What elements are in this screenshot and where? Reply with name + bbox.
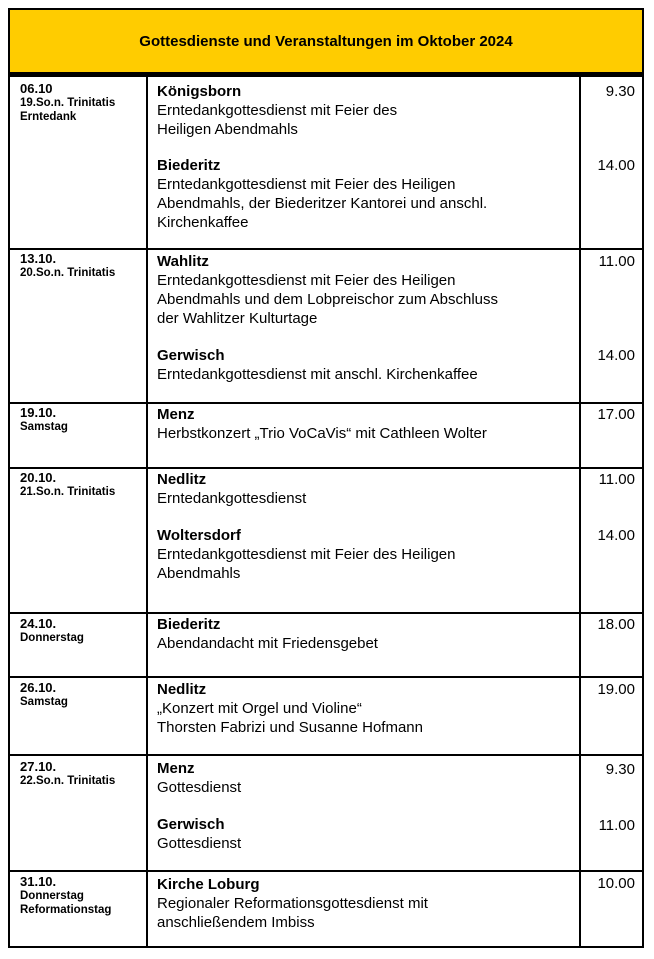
- event-time: 14.00: [597, 347, 635, 364]
- event-time: 11.00: [598, 817, 635, 834]
- event-time: 9.30: [605, 83, 635, 100]
- date: 19.10.: [20, 405, 57, 420]
- event: [157, 346, 572, 384]
- date-cell: [20, 471, 146, 499]
- event-description: „Konzert mit Orgel und Violine“ Thorsten Fabrizi und Susanne Hofmann: [157, 700, 423, 736]
- event: [157, 815, 572, 853]
- event: [157, 615, 572, 653]
- event-time: 11.00: [598, 253, 635, 270]
- event-place: Gerwisch: [157, 816, 225, 833]
- event: [157, 405, 572, 443]
- event-place: Menz: [157, 406, 195, 423]
- event-time: 14.00: [597, 157, 635, 174]
- date-cell: [20, 406, 146, 434]
- date: 26.10.: [20, 680, 57, 695]
- event: [157, 759, 572, 797]
- page-title: Gottesdienste und Veranstaltungen im Oktober 2024: [8, 8, 644, 74]
- event-description: Herbstkonzert „Trio VoCaVis“ mit Cathleen Wolter: [157, 425, 487, 442]
- date-note: Reformationstag: [20, 904, 112, 916]
- date: 20.10.: [20, 470, 57, 485]
- date: 13.10.: [20, 251, 57, 266]
- event: [157, 680, 572, 737]
- event-time: 11.00: [598, 471, 635, 488]
- row-divider: [10, 870, 642, 872]
- event-place: Gerwisch: [157, 347, 225, 364]
- schedule-table: [8, 74, 644, 948]
- event-place: Kirche Loburg: [157, 876, 260, 893]
- date-cell: [20, 252, 146, 280]
- event-place: Königsborn: [157, 83, 242, 100]
- event-place: Biederitz: [157, 616, 221, 633]
- date-cell: [20, 681, 146, 709]
- event-place: Menz: [157, 760, 195, 777]
- date: 24.10.: [20, 616, 57, 631]
- date-note: 20.So.n. Trinitatis: [20, 267, 116, 279]
- event-place: Biederitz: [157, 157, 221, 174]
- event-description: Regionaler Reformationsgottesdienst mit anschließendem Imbiss: [157, 895, 428, 931]
- event-time: 17.00: [597, 406, 635, 423]
- event-description: Erntedankgottesdienst mit anschl. Kirchenkaffee: [157, 366, 478, 383]
- event-description: Gottesdienst: [157, 835, 242, 852]
- event-description: Erntedankgottesdienst mit Feier des Heiligen Abendmahls, der Biederitzer Kantorei und anschl. Kirchenkaffee: [157, 176, 488, 231]
- event-place: Nedlitz: [157, 681, 207, 698]
- event: [157, 156, 572, 232]
- event: [157, 875, 572, 932]
- row-divider: [10, 612, 642, 614]
- event-time: 10.00: [597, 875, 635, 892]
- row-divider: [10, 676, 642, 678]
- date-note: Samstag: [20, 421, 68, 433]
- event-description: Abendandacht mit Friedensgebet: [157, 635, 378, 652]
- date-note: 21.So.n. Trinitatis: [20, 486, 116, 498]
- column-divider: [146, 77, 148, 946]
- event-time: 19.00: [597, 681, 635, 698]
- event-time: 14.00: [597, 527, 635, 544]
- row-divider: [10, 402, 642, 404]
- date-cell: [20, 82, 146, 124]
- event: [157, 526, 572, 583]
- date-cell: [20, 875, 146, 917]
- event-time: 18.00: [597, 616, 635, 633]
- event: [157, 252, 572, 328]
- event-description: Gottesdienst: [157, 779, 242, 796]
- date: 31.10.: [20, 874, 57, 889]
- event-time: 9.30: [605, 761, 635, 778]
- date-note: 19.So.n. Trinitatis: [20, 97, 116, 109]
- event-description: Erntedankgottesdienst: [157, 490, 307, 507]
- date-note: Donnerstag: [20, 890, 84, 902]
- date: 06.10: [20, 81, 53, 96]
- date-cell: [20, 760, 146, 788]
- date-note: Erntedank: [20, 111, 77, 123]
- event: [157, 470, 572, 508]
- date-cell: [20, 617, 146, 645]
- date-note: Samstag: [20, 696, 68, 708]
- event-description: Erntedankgottesdienst mit Feier des Heiligen Abendmahls: [157, 546, 456, 582]
- row-divider: [10, 467, 642, 469]
- event-place: Woltersdorf: [157, 527, 241, 544]
- event-place: Nedlitz: [157, 471, 207, 488]
- row-divider: [10, 754, 642, 756]
- event: [157, 82, 572, 139]
- date-note: Donnerstag: [20, 632, 84, 644]
- event-place: Wahlitz: [157, 253, 209, 270]
- date-note: 22.So.n. Trinitatis: [20, 775, 116, 787]
- event-description: Erntedankgottesdienst mit Feier des Heiligen Abendmahls und dem Lobpreischor zum Abschluss der Wahlitzer Kulturtage: [157, 272, 499, 327]
- event-description: Erntedankgottesdienst mit Feier des Heiligen Abendmahls: [157, 102, 398, 138]
- row-divider: [10, 248, 642, 250]
- date: 27.10.: [20, 759, 57, 774]
